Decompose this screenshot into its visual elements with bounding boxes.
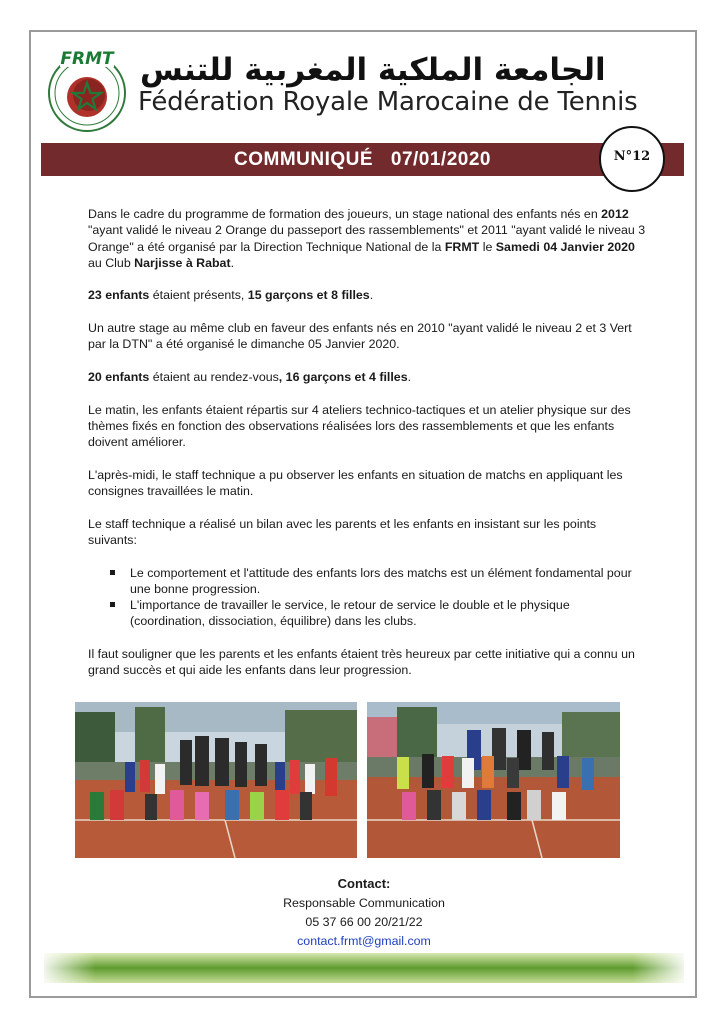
bullet-item: L'importance de travailler le service, le retour de service le double et le physique (coordination, dissociation, équilibre) dans les clubs.: [88, 597, 648, 630]
contact-role: Responsable Communication: [283, 896, 445, 910]
contact-phone: 05 37 66 00 20/21/22: [305, 915, 423, 929]
paragraph-4: 20 enfants étaient au rendez-vous, 16 garçons et 4 filles.: [88, 369, 412, 384]
paragraph-3: Un autre stage au même club en faveur des enfants nés en 2010 "ayant validé le niveau 2 et 3 Vert par la DTN" a été organisé le dimanche 05 Janvier 2020.: [88, 321, 632, 352]
logo-text: FRMT: [60, 49, 114, 69]
paragraph-8: Il faut souligner que les parents et les enfants étaient très heureux par cette initiative qui a connu un grand succès et qui aide les enfants dans leur progression.: [88, 647, 635, 678]
bullet-list: [88, 565, 648, 630]
banner-title: [41, 149, 684, 171]
contact-email-link[interactable]: contact.frmt@gmail.com: [297, 934, 431, 948]
communique-banner: [41, 143, 684, 176]
grass-strip: [44, 953, 684, 983]
paragraph-2: 23 enfants étaient présents, 15 garçons et 8 filles.: [88, 288, 374, 303]
body-text: [88, 206, 648, 679]
frmt-logo: [44, 45, 130, 135]
number-badge: N°12: [599, 126, 665, 192]
paragraph-5: Le matin, les enfants étaient répartis sur 4 ateliers technico-tactiques et un atelier physique sur des thèmes fixés en fonction des observations réalisées lors des rassemblements et que les enfants doivent améliorer.: [88, 402, 631, 450]
banner-label: COMMUNIQUÉ: [234, 149, 374, 170]
paragraph-6: L'après-midi, le staff technique a pu observer les enfants en situation de matchs en appliquant les consignes travaillées le matin.: [88, 467, 623, 499]
paragraph-1: Dans le cadre du programme de formation des joueurs, un stage national des enfants nés en 2012 "ayant validé le niveau 2 Orange du passeport des rassemblements" et 2011 "ayant validé le niveau 3 Orange" a été organisé par la Direction Technique National de la FRMT le Samedi 04 Janvier 2020 au Club Narjisse à Rabat.: [88, 207, 646, 270]
contact-title: Contact:: [337, 876, 391, 891]
group-photo-2: [367, 702, 620, 858]
paragraph-7: Le staff technique a réalisé un bilan avec les parents et les enfants en insistant sur les points suivants:: [88, 516, 597, 547]
group-photo-1: [75, 702, 357, 858]
banner-date: 07/01/2020: [390, 149, 491, 170]
bullet-item: Le comportement et l'attitude des enfants lors des matchs est un élément fondamental pour une bonne progression.: [88, 565, 648, 598]
french-title: Fédération Royale Marocaine de Tennis: [138, 87, 638, 117]
arabic-title: الجامعة الملكية المغربية للتنس: [140, 52, 606, 88]
